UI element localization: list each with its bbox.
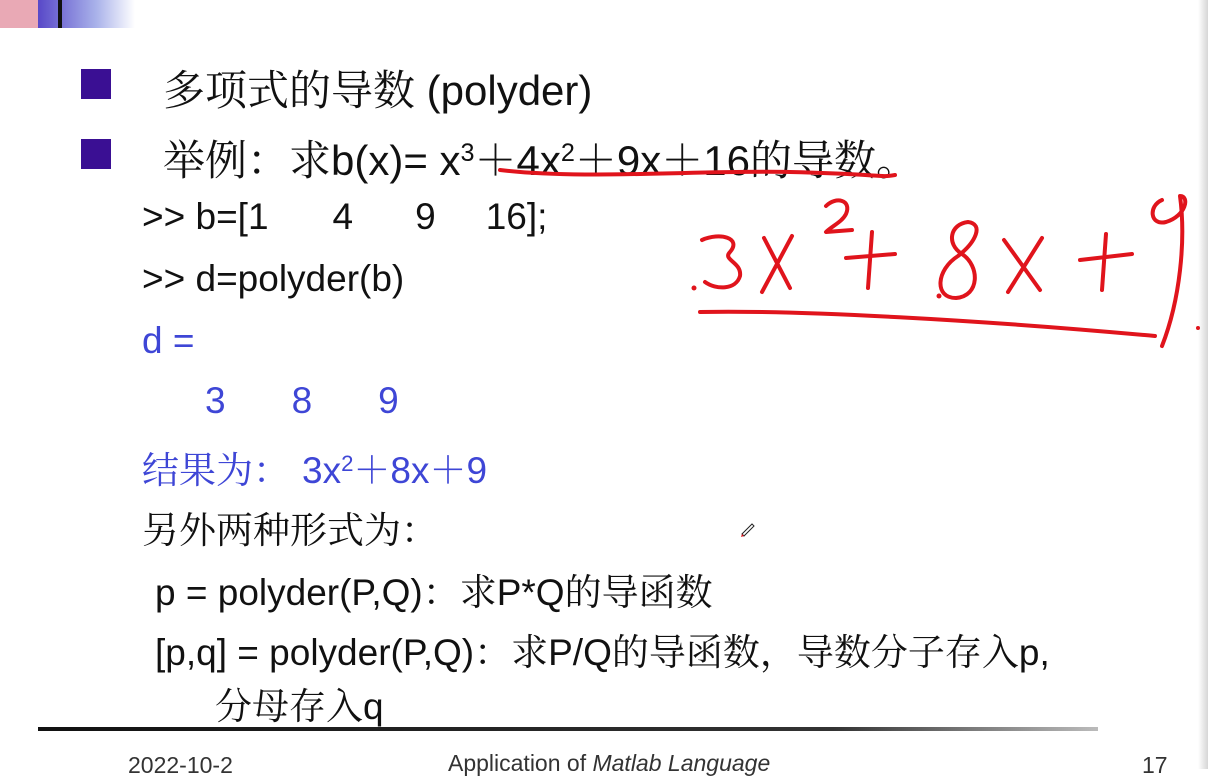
slide-title: 多项式的导数 (polyder) (163, 67, 593, 114)
pen-cursor-icon (741, 524, 754, 537)
other-forms-heading: 另外两种形式为： (142, 510, 438, 551)
footer-date: 2022-10-2 (128, 752, 233, 778)
slide-corner-decoration (0, 0, 135, 28)
footer-title: Application of Matlab Language (448, 750, 771, 776)
example-expression: $x^3+4x^2+9x+16$ (439, 137, 750, 184)
ink-underline (700, 312, 1155, 336)
example-line (163, 128, 918, 188)
form-2: [p,q] = polyder(P,Q)：求P/Q的导函数，导数分子存入p, (155, 632, 1050, 673)
ink-letter-x-2 (1004, 238, 1042, 292)
ink-plus-2 (1080, 234, 1132, 290)
ink-exponent-2 (826, 200, 852, 232)
output-label: d = (142, 320, 195, 361)
form-1: p = polyder(P,Q)：求P*Q的导函数 (155, 572, 713, 613)
slide-edge-shadow (1198, 0, 1208, 769)
code-line-1: >> b=[1 4 9 16]; (142, 196, 548, 237)
bullet-square (81, 69, 111, 99)
example-prefix: 举例：求b(x)= (163, 137, 440, 184)
ink-letter-x (762, 236, 792, 292)
ink-plus-1 (846, 232, 895, 288)
result-line: 结果为： $3x^2+8x+9$ (142, 450, 488, 491)
ink-digit-8 (940, 222, 976, 298)
code-line-2: >> d=polyder(b) (142, 258, 405, 299)
example-suffix: 的导数。 (750, 137, 919, 184)
form-2-continuation: 分母存入q (215, 686, 384, 727)
ink-digit-9 (1153, 196, 1186, 346)
output-values: 3 8 9 (205, 380, 399, 421)
footer-page-number: 17 (1142, 752, 1168, 778)
footer-rule (38, 727, 1098, 731)
ink-digit-3 (702, 236, 740, 287)
bullet-square (81, 139, 111, 169)
